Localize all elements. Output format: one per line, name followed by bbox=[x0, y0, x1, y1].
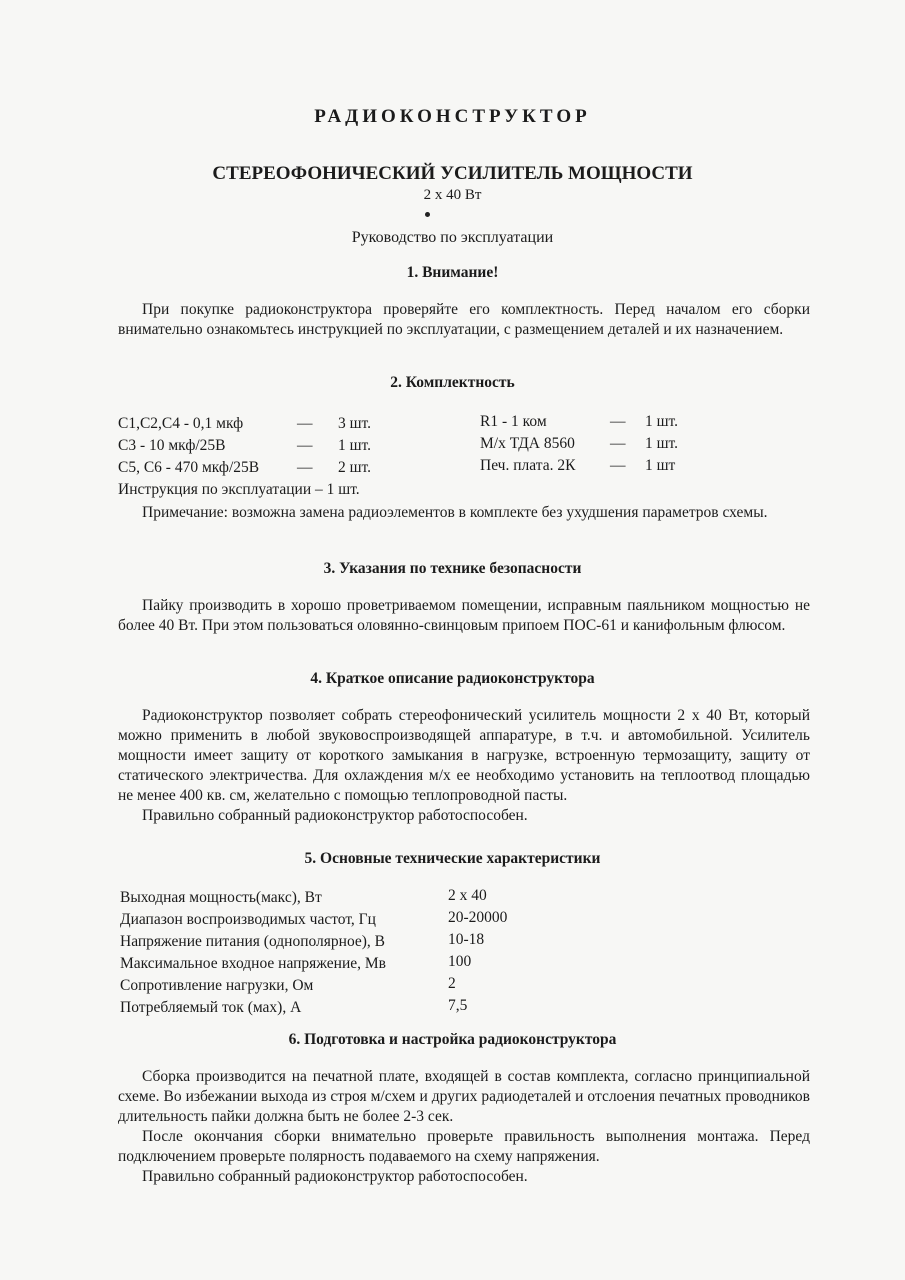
section-6-paragraph-1: Сборка производится на печатной плате, входящей в состав комплекта, согласно принципиальной схеме. Во избежании выхода из строя м/схем и других радиодеталей и отслоения печатных проводников длительность пайки должна быть не более 2-3 сек. bbox=[118, 1068, 810, 1125]
manual-subtitle: Руководство по эксплуатации bbox=[351, 229, 554, 246]
section-6-paragraph-2: После окончания сборки внимательно проверьте правильность выполнения монтажа. Перед подключением проверьте полярность подаваемого на схему напряжения. bbox=[118, 1128, 810, 1165]
section-6-text bbox=[118, 1067, 810, 1187]
kit-right-name-3: Печ. плата. 2К bbox=[480, 457, 576, 474]
kit-right-qty-2: 1 шт. bbox=[645, 435, 679, 452]
kit-left-dash-2: — bbox=[297, 437, 313, 454]
section-6-heading: 6. Подготовка и настройка радиоконструктора bbox=[288, 1031, 617, 1048]
section-4-paragraph-2: Правильно собранный радиоконструктор работоспособен. bbox=[142, 807, 528, 824]
kit-right-dash-1: — bbox=[610, 413, 626, 430]
kit-left-name-1: С1,С2,С4 - 0,1 мкф bbox=[118, 415, 244, 432]
section-3-paragraph: Пайку производить в хорошо проветриваемом помещении, исправным паяльником мощностью не более 40 Вт. При этом пользоваться оловянно-свинцовым припоем ПОС-61 и канифольным флюсом. bbox=[118, 597, 810, 634]
section-2-note bbox=[118, 503, 810, 523]
spec-label-3: Напряжение питания (однополярное), В bbox=[120, 933, 386, 950]
section-4-text bbox=[118, 706, 810, 826]
section-3-heading: 3. Указания по технике безопасности bbox=[323, 560, 582, 577]
spec-label-2: Диапазон воспроизводимых частот, Гц bbox=[120, 911, 376, 928]
spec-value-3: 10-18 bbox=[448, 931, 485, 948]
spec-value-2: 20-20000 bbox=[448, 909, 508, 926]
kit-left-qty-1: 3 шт. bbox=[338, 415, 372, 432]
section-3-text bbox=[118, 596, 810, 636]
power-subtitle: 2 х 40 Вт bbox=[423, 187, 482, 203]
spec-value-5: 2 bbox=[448, 975, 456, 992]
section-1-paragraph: При покупке радиоконструктора проверяйте его комплектность. Перед началом его сборки внимательно ознакомьтесь инструкцией по эксплуатации, с размещением деталей и их назначением. bbox=[118, 301, 810, 338]
section-5-heading: 5. Основные технические характеристики bbox=[304, 850, 601, 867]
kit-left-name-2: С3 - 10 мкф/25В bbox=[118, 437, 226, 454]
kit-left-dash-1: — bbox=[297, 415, 313, 432]
kit-right-qty-1: 1 шт. bbox=[645, 413, 679, 430]
kit-left-name-3: С5, С6 - 470 мкф/25В bbox=[118, 459, 260, 476]
section-6-paragraph-3: Правильно собранный радиоконструктор работоспособен. bbox=[142, 1168, 528, 1185]
section-1-text bbox=[118, 300, 810, 340]
kit-left-dash-3: — bbox=[297, 459, 313, 476]
spec-label-5: Сопротивление нагрузки, Ом bbox=[120, 977, 314, 994]
kit-left-qty-2: 1 шт. bbox=[338, 437, 372, 454]
spec-value-6: 7,5 bbox=[448, 997, 468, 1014]
kit-left-qty-3: 2 шт. bbox=[338, 459, 372, 476]
section-2-heading: 2. Комплектность bbox=[390, 374, 515, 391]
document-title: СТЕРЕОФОНИЧЕСКИЙ УСИЛИТЕЛЬ МОЩНОСТИ bbox=[212, 163, 693, 184]
kit-right-name-2: М/х ТДА 8560 bbox=[480, 435, 575, 452]
bullet-dot bbox=[425, 212, 430, 217]
spec-value-4: 100 bbox=[448, 953, 472, 970]
brand-title: РАДИОКОНСТРУКТОР bbox=[314, 106, 591, 127]
kit-right-dash-2: — bbox=[610, 435, 626, 452]
kit-right-name-1: R1 - 1 ком bbox=[480, 413, 547, 430]
kit-right-qty-3: 1 шт bbox=[645, 457, 676, 474]
spec-label-4: Максимальное входное напряжение, Мв bbox=[120, 955, 386, 972]
kit-note: Примечание: возможна замена радиоэлементов в комплекте без ухудшения параметров схемы. bbox=[142, 504, 768, 521]
section-4-heading: 4. Краткое описание радиоконструктора bbox=[310, 670, 595, 687]
spec-label-1: Выходная мощность(макс), Вт bbox=[120, 889, 322, 906]
section-1-heading: 1. Внимание! bbox=[406, 264, 499, 281]
kit-instruction: Инструкция по эксплуатации – 1 шт. bbox=[118, 481, 360, 498]
kit-right-dash-3: — bbox=[610, 457, 626, 474]
spec-label-6: Потребляемый ток (мах), А bbox=[120, 999, 302, 1016]
section-4-paragraph: Радиоконструктор позволяет собрать стереофонический усилитель мощности 2 х 40 Вт, который можно применить в любой звуковоспроизводящей аппаратуре, в т.ч. и автомобильной. Усилитель мощности имеет защиту от короткого замыкания в нагрузке, встроенную термозащиту, защиту от статического электричества. Для охлаждения м/х ее необходимо установить на теплоотвод площадью не менее 400 кв. см, желательно с помощью теплопроводной пасты. bbox=[118, 707, 810, 804]
spec-value-1: 2 х 40 bbox=[448, 887, 487, 904]
